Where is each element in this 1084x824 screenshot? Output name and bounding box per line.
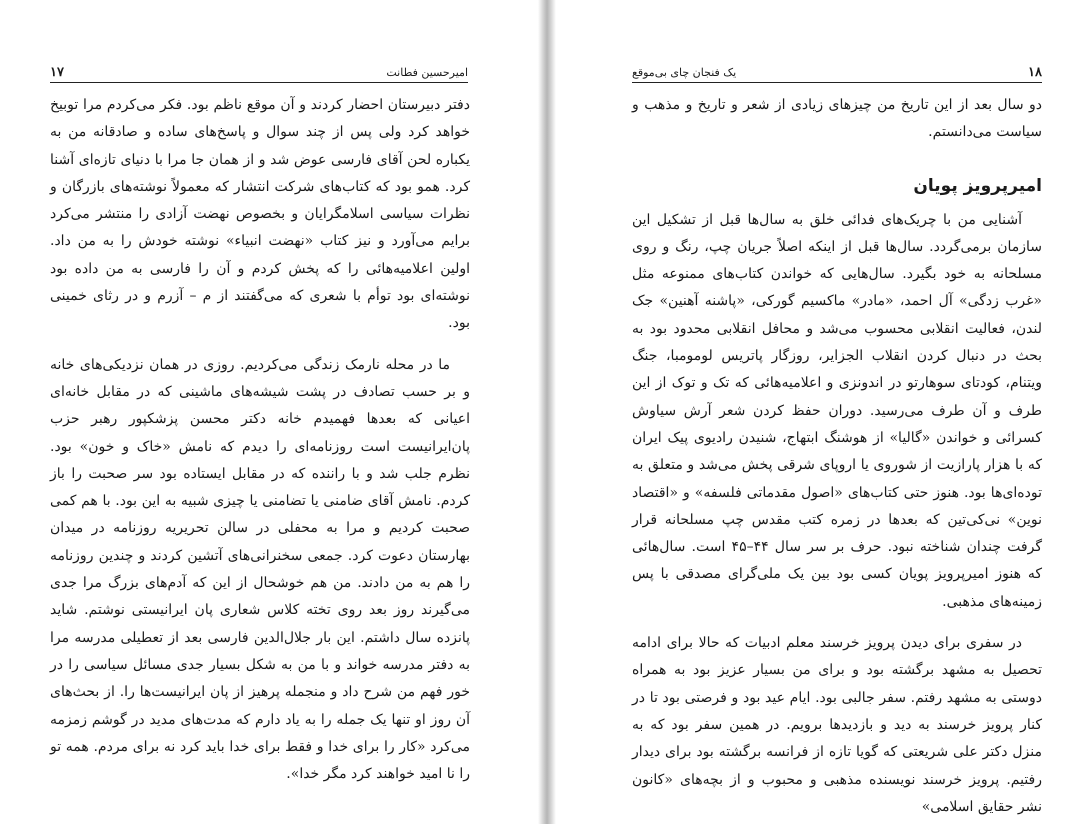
left-page	[0, 0, 538, 824]
left-running-head	[50, 64, 468, 83]
right-running-head	[632, 64, 1042, 83]
left-running-title: امیرحسین فطانت	[386, 66, 468, 79]
left-page-number: ۱۷	[50, 65, 64, 80]
right-page	[556, 0, 1084, 824]
left-body-text	[50, 92, 470, 788]
right-body-text	[632, 92, 1042, 821]
right-paragraph-2: در سفری برای دیدن پرویز خرسند معلم ادبیات که حالا برای ادامه تحصیل به مشهد برگشته بود و برای من بسیار عزیز بود به همراه دوستی به مشهد رفتم. سفر جالبی بود. ایام عید بود و فرصتی بود تا در کنار پرویز خرسند به دید و بازدیدها برویم. در همین سفر بود که به منزل دکتر علی شریعتی که گویا تازه از فرانسه برگشته بود برای دیدار رفتیم. پرویز خرسند نویسنده مذهبی و محبوب و از بچه‌های «کانون نشر حقایق اسلامی»	[632, 635, 1042, 815]
left-paragraph-2: ما در محله نارمک زندگی می‌کردیم. روزی در همان نزدیکی‌های خانه و بر حسب تصادف در پشت شیشه‌های ماشینی که در مقابل خانه‌ای اعیانی که بعدها فهمیدم خانه دکتر محسن پزشکپور رهبر حزب پان‌ایرانیست است روزنامه‌ای را دیدم که نامش «خاک و خون» بود. نظرم جلب شد و با راننده که در مقابل ایستاده بود سر صحبت را باز کردم. نامش آقای ضامنی یا تضامنی یا چیزی شبیه به این بود. با هم کمی صحبت کردیم و مرا به محفلی در سالن تحریریه روزنامه در میدان بهارستان دعوت کرد. جمعی سخنرانی‌های آتشین کردند و چندین روزنامه را هم به من دادند. من هم خوشحال از این که آدم‌های بزرگ مرا جدی می‌گیرند روز بعد روی تخته کلاس شعاری پان ایرانیستی نوشتم. شاید پانزده سال داشتم. این بار جلال‌الدین فارسی بعد از تعطیلی مدرسه مرا به دفتر مدرسه خواند و با من به شکل بسیار جدی مسائل سیاسی را در خور فهم من شرح داد و منجمله پرهیز از پان ایرانیست‌ها را. از بحث‌های آن روز او تنها یک جمله را به یاد دارم که مدت‌های مدید در گوشم زمزمه می‌کرد «کار را برای خدا و فقط برای خدا باید کرد نه برای مردم. همه تو را نا امید خواهند کرد مگر خدا».	[50, 356, 470, 783]
right-running-title: یک فنجان چای بی‌موقع	[632, 66, 737, 79]
section-heading: امیرپرویز پویان	[913, 175, 1042, 196]
book-gutter	[538, 0, 556, 824]
right-opening-paragraph: دو سال بعد از این تاریخ من چیزهای زیادی از شعر و تاریخ و مذهب و سیاست می‌دانستم.	[632, 97, 1042, 141]
right-paragraph-1: آشنایی من با چریک‌های فدائی خلق به سال‌ها قبل از تشکیل این سازمان برمی‌گردد. سال‌ها قبل از اینکه اصلاً جریان چپ، رنگ و روی مسلحانه به خود بگیرد. سال‌هایی که خواندن کتاب‌های ممنوعه مثل «غرب زدگی» آل احمد، «مادر» ماکسیم گورکی، «پاشنه آهنین» جک لندن، فعالیت انقلابی محسوب می‌شد و محافل انقلابی محدود بود به بحث در دنبال کردن انقلاب الجزایر، روزگار پاتریس لومومبا، جنگ ویتنام، کودتای سوهارتو در اندونزی و اعلامیه‌هائی که تک و توک از این طرف و آن طرف می‌رسید. دوران حفظ کردن شعر آرش سیاوش کسرائی و خواندن «گالیا» از هوشنگ ابتهاج، شنیدن رادیوی پیک ایران که با هزار پارازیت از شوروی یا اروپای شرقی پخش می‌شد و متعلق به توده‌ای‌ها بود. هنوز حتی کتاب‌های «اصول مقدماتی فلسفه» و «اقتصاد نوین» نی‌کی‌تین که بعدها در زمره کتب مقدس چپ مسلحانه قرار گرفت چندان شناخته نبود. حرف بر سر سال ۴۴–۴۵ است. سال‌هائی که هنوز امیرپرویز پویان کسی بود بین یک ملی‌گرای مصدقی با پس زمینه‌های مذهبی.	[632, 211, 1043, 610]
left-paragraph-1: دفتر دبیرستان احضار کردند و آن موقع ناظم بود. فکر می‌کردم مرا توبیخ خواهد کرد ولی پس از چند سوال و پاسخ‌های ساده و صادقانه من به یکباره لحن آقای فارسی عوض شد و از همان جا مرا با دنیای تازه‌ای آشنا کرد. همو بود که کتاب‌های شرکت انتشار که معمولاً نوشته‌های بازرگان و نظرات سیاسی اسلامگرایان و بخصوص نهضت آزادی را منتشر می‌کرد برایم می‌آورد و نیز کتاب «نهضت انبیاء» نوشته خودش را به من داد. اولین اعلامیه‌هائی را که پخش کردم و آن را فارسی به من داده بود نوشته‌ای بود توأم با شعری که می‌گفتند از م – آزرم و در رثای خمینی بود.	[50, 97, 470, 332]
right-page-number: ۱۸	[1028, 65, 1042, 80]
